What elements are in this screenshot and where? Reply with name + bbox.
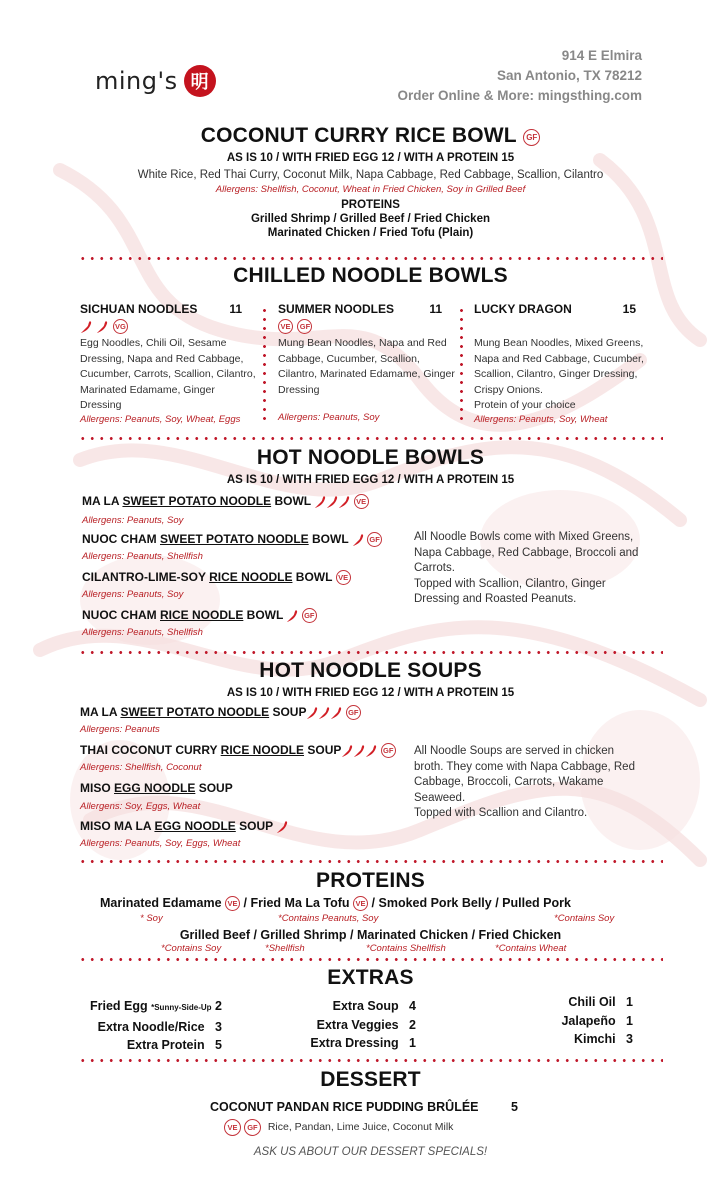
extras-col-2 [280, 997, 416, 1053]
chili-pepper-icon [314, 495, 326, 509]
item-name-pre: MA LA [82, 494, 123, 508]
extra-note: *Sunny-Side-Up [151, 1003, 212, 1012]
item-name-post: BOWL [292, 570, 333, 584]
proteins-title: PROTEINS [316, 869, 425, 892]
extra-name: Extra Dressing [310, 1036, 399, 1050]
address: 914 E Elmira [561, 48, 642, 63]
dessert-price: 5 [511, 1100, 518, 1114]
gf-badge: GF [302, 608, 317, 623]
item-allergens: Allergens: Peanuts, Soy [82, 589, 184, 601]
extra-price: 4 [409, 999, 416, 1013]
protein-pork: / Smoked Pork Belly / Pulled Pork [371, 896, 571, 910]
logo-char: 明 [190, 72, 209, 92]
item-name-pre: MISO MA LA [80, 819, 155, 833]
list-item [80, 781, 400, 819]
column-divider [263, 306, 266, 426]
dessert-desc-row [224, 1119, 453, 1136]
divider [78, 958, 663, 961]
item-desc: Mung Bean Noodles, Mixed Greens, Napa and Red Cabbage, Cucumber, Scallion, Cilantro, Ginger Dressing, Crispy Onions. [474, 337, 644, 396]
item-name-pre: NUOC CHAM [82, 532, 160, 546]
item-allergens: Allergens: Peanuts, Shellfish [82, 627, 203, 639]
coconut-desc: White Rice, Red Thai Curry, Coconut Milk, Napa Cabbage, Red Cabbage, Scallion, Cilantro [137, 169, 604, 181]
chilled-col-1 [80, 302, 258, 425]
item-name-post: SOUP [195, 781, 233, 795]
dessert-desc: Rice, Pandan, Lime Juice, Coconut Milk [267, 1121, 454, 1134]
item-allergens: Allergens: Peanuts, Soy, Eggs, Wheat [80, 837, 241, 849]
item-allergens: Allergens: Shellfish, Coconut [80, 762, 202, 774]
item-desc: Egg Noodles, Chili Oil, Sesame Dressing, Napa and Red Cabbage, Cucumber, Carrots, Scallion, Cilantro, Marinated Edamame, Ginger Dressing [80, 337, 256, 411]
protein-note: *Shellfish [265, 943, 305, 954]
extra-price: 3 [215, 1019, 222, 1034]
item-name-noodle: SWEET POTATO NOODLE [122, 494, 272, 508]
extras-col-1 [80, 997, 222, 1055]
list-item [80, 743, 400, 781]
contact-block [397, 46, 642, 106]
item-name-post: BOWL [271, 494, 311, 508]
chili-pepper-icon [96, 320, 108, 334]
ve-badge: VE [336, 570, 351, 585]
list-item [82, 570, 402, 608]
divider [78, 1059, 663, 1062]
item-name: SUMMER NOODLES [278, 302, 395, 316]
protein-tofu: / Fried Ma La Tofu [243, 896, 350, 910]
item-name-noodle: RICE NOODLE [160, 608, 244, 622]
extra-name: Chili Oil [568, 995, 616, 1009]
hot-soups-list [80, 705, 400, 857]
item-name-post: BOWL [308, 532, 349, 546]
protein-note: *Contains Wheat [495, 943, 567, 954]
logo [95, 63, 216, 99]
extra-name: Fried Egg [89, 999, 148, 1013]
gf-badge: GF [346, 705, 361, 720]
dessert-note: ASK US ABOUT OUR DESSERT SPECIALS! [253, 1146, 488, 1158]
note-text: Topped with Scallion, Cilantro, Ginger Dressing and Roasted Peanuts. [414, 577, 606, 605]
protein-note: *Contains Soy [554, 913, 615, 924]
chilled-col-3 [474, 302, 652, 425]
divider [78, 860, 663, 863]
coconut-title: COCONUT CURRY RICE BOWL [200, 124, 517, 147]
extra-item [80, 1036, 222, 1055]
proteins-row-2: Grilled Beef / Grilled Shrimp / Marinated Chicken / Fried Chicken [179, 928, 562, 942]
hot-bowls-header [78, 446, 663, 486]
item-name: LUCKY DRAGON [474, 302, 572, 316]
logo-seal [184, 65, 216, 97]
badge-row [80, 318, 258, 336]
gf-badge: GF [367, 532, 382, 547]
divider [78, 651, 663, 654]
item-name-pre: CILANTRO-LIME-SOY [82, 570, 210, 584]
note-text: All Noodle Soups are served in chicken broth. They come with Napa Cabbage, Red Cabbage, Broccoli, Carrots, Wakame Seaweed. [414, 745, 635, 804]
item-name-noodle: EGG NOODLE [114, 781, 196, 795]
logo-text: ming's [95, 67, 178, 95]
item-name-noodle: SWEET POTATO NOODLE [160, 532, 309, 546]
item-name-noodle: SWEET POTATO NOODLE [120, 705, 270, 719]
hot-soups-title: HOT NOODLE SOUPS [259, 659, 482, 682]
item-name-pre: MISO [80, 781, 115, 795]
extra-item [280, 1016, 416, 1035]
hot-bowls-prices: AS IS 10 / WITH FRIED EGG 12 / WITH A PROTEIN 15 [226, 474, 515, 486]
chili-pepper-icon [326, 495, 338, 509]
chili-pepper-icon [353, 744, 365, 758]
proteins-line1: Grilled Shrimp / Grilled Beef / Fried Chicken [250, 212, 490, 225]
item-name-post: SOUP [235, 819, 273, 833]
item-allergens: Allergens: Peanuts, Soy [278, 412, 380, 423]
extra-name: Kimchi [573, 1032, 616, 1046]
chili-pepper-icon [306, 706, 318, 720]
extra-item [280, 1034, 416, 1053]
item-name-post: SOUP [304, 743, 342, 757]
extra-name: Extra Protein [126, 1038, 205, 1052]
list-item [82, 608, 402, 646]
item-desc: Mung Bean Noodles, Napa and Red Cabbage, Cucumber, Scallion, Cilantro, Marinated Edamame, Ginger Dressing [278, 337, 455, 396]
chilled-item-name [278, 302, 456, 316]
item-name-pre: THAI COCONUT CURRY [80, 743, 221, 757]
item-name-pre: MA LA [80, 705, 121, 719]
extra-price: 1 [409, 1036, 416, 1050]
divider [78, 257, 663, 260]
extra-name: Extra Soup [332, 999, 399, 1013]
item-price: 15 [622, 302, 636, 316]
protein-note: *Contains Peanuts, Soy [278, 913, 379, 924]
extra-price: 1 [626, 1013, 633, 1028]
gf-badge: GF [381, 743, 396, 758]
ve-badge: VE [354, 494, 369, 509]
list-item [82, 494, 402, 532]
extra-price: 2 [409, 1017, 416, 1032]
ve-badge: VE [353, 896, 368, 911]
item-allergens: Allergens: Peanuts, Soy, Wheat [474, 413, 608, 425]
extra-price: 5 [215, 1038, 222, 1052]
item-name-noodle: EGG NOODLE [154, 819, 236, 833]
item-allergens: Allergens: Peanuts, Soy [82, 515, 184, 527]
extra-price: 1 [626, 995, 633, 1009]
note-text: All Noodle Bowls come with Mixed Greens, Napa Cabbage, Red Cabbage, Broccoli and Carrots. [414, 531, 639, 574]
hot-bowls-title: HOT NOODLE BOWLS [256, 446, 485, 469]
extra-item [540, 1012, 633, 1031]
chilled-item-name [80, 302, 258, 316]
city: San Antonio, TX 78212 [496, 68, 642, 83]
dessert-title: DESSERT [320, 1068, 421, 1091]
gf-badge: GF [523, 129, 540, 146]
extras-title: EXTRAS [327, 966, 414, 989]
proteins-line2: Marinated Chicken / Fried Tofu (Plain) [267, 226, 474, 239]
gf-badge: GF [244, 1119, 261, 1136]
chili-pepper-icon [365, 744, 377, 758]
extra-price: 3 [626, 1032, 633, 1046]
chili-pepper-icon [352, 533, 364, 547]
chili-pepper-icon [276, 820, 288, 834]
proteins-row-1 [100, 896, 640, 911]
ve-badge: VE [225, 896, 240, 911]
item-price: 11 [229, 302, 242, 316]
item-desc-extra: Protein of your choice [474, 399, 576, 411]
extra-item [540, 993, 633, 1012]
chili-pepper-icon [286, 609, 298, 623]
chili-pepper-icon [330, 706, 342, 720]
extra-price: 2 [215, 999, 222, 1013]
note-text: Topped with Scallion and Cilantro. [414, 807, 588, 819]
coconut-allergens: Allergens: Shellfish, Coconut, Wheat in Fried Chicken, Soy in Grilled Beef [215, 183, 526, 195]
extras-col-3 [540, 993, 633, 1049]
item-name: SICHUAN NOODLES [80, 302, 198, 316]
hot-soups-header [78, 659, 663, 699]
hot-soups-note [414, 744, 644, 822]
list-item [80, 819, 400, 857]
dessert-item [210, 1100, 530, 1114]
protein-edamame: Marinated Edamame [100, 896, 222, 910]
gf-badge: GF [297, 319, 312, 334]
item-name-post: BOWL [243, 608, 284, 622]
badge-row [278, 318, 456, 336]
chili-pepper-icon [80, 320, 92, 334]
coconut-title-row [78, 124, 663, 148]
extra-item [80, 1018, 222, 1037]
item-allergens: Allergens: Peanuts [80, 724, 160, 736]
chili-pepper-icon [341, 744, 353, 758]
chilled-item-name [474, 302, 652, 316]
extra-name: Jalapeño [561, 1013, 616, 1028]
ve-badge: VE [278, 319, 293, 334]
vg-badge: VG [113, 319, 128, 334]
chili-pepper-icon [318, 706, 330, 720]
item-name-pre: NUOC CHAM [82, 608, 160, 622]
protein-note: *Contains Shellfish [366, 943, 446, 954]
list-item [82, 532, 402, 570]
hot-bowls-note [414, 530, 652, 608]
chilled-title: CHILLED NOODLE BOWLS [233, 264, 508, 287]
chilled-col-2 [278, 302, 456, 423]
column-divider [460, 306, 463, 426]
item-name-noodle: RICE NOODLE [209, 570, 293, 584]
item-name-noodle: RICE NOODLE [220, 743, 305, 757]
item-price: 11 [429, 302, 442, 316]
item-allergens: Allergens: Soy, Eggs, Wheat [80, 801, 201, 812]
hot-bowls-list [82, 494, 402, 646]
protein-note: *Contains Soy [161, 943, 222, 954]
item-allergens: Allergens: Peanuts, Shellfish [82, 551, 203, 563]
divider [78, 437, 663, 440]
item-name-post: SOUP [269, 705, 307, 719]
extra-item [80, 997, 222, 1018]
coconut-prices: AS IS 10 / WITH FRIED EGG 12 / WITH A PROTEIN 15 [226, 152, 515, 164]
extra-item [280, 997, 416, 1016]
item-allergens: Allergens: Peanuts, Soy, Wheat, Eggs [80, 413, 241, 425]
extra-item [540, 1030, 633, 1049]
dessert-name: COCONUT PANDAN RICE PUDDING BRÛLÉE [210, 1100, 479, 1114]
order-link[interactable]: Order Online & More: mingsthing.com [397, 88, 642, 103]
coconut-section [78, 124, 663, 239]
extra-name: Extra Noodle/Rice [97, 1019, 205, 1034]
extra-name: Extra Veggies [316, 1017, 399, 1032]
list-item [80, 705, 400, 743]
ve-badge: VE [224, 1119, 241, 1136]
protein-note: * Soy [140, 913, 163, 924]
hot-soups-prices: AS IS 10 / WITH FRIED EGG 12 / WITH A PROTEIN 15 [226, 687, 515, 699]
proteins-label: PROTEINS [341, 198, 400, 211]
chili-pepper-icon [338, 495, 350, 509]
